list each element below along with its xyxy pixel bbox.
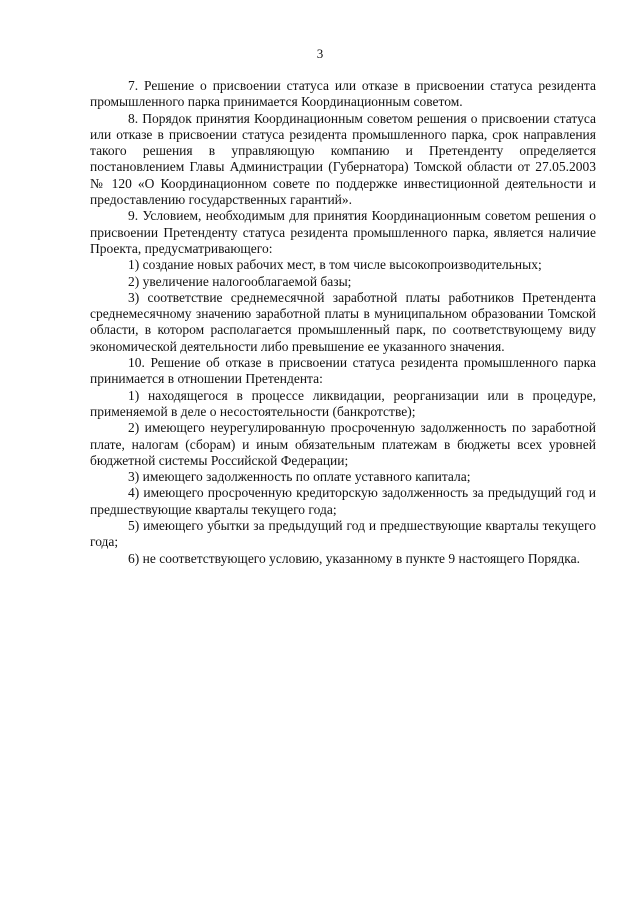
paragraph-7: 7. Решение о присвоении статуса или отказе в присвоении статуса резидента промышленного парка принимается Координационным советом. [90,78,596,110]
page-number: 3 [316,46,324,61]
paragraph-10-item-1: 1) находящегося в процессе ликвидации, реорганизации или в процедуре, применяемой в деле о несостоятельности (банкротстве); [90,387,596,419]
paragraph-9: 9. Условием, необходимым для принятия Координационным советом решения о присвоении Претенденту статуса резидента промышленного парка, является наличие Проекта, предусматривающего: [90,208,596,256]
paragraph-10-item-3: 3) имеющего задолженность по оплате уставного капитала; [128,469,471,485]
paragraph-10-item-5: 5) имеющего убытки за предыдущий год и предшествующие кварталы текущего года; [90,518,596,550]
paragraph-10-item-6: 6) не соответствующего условию, указанному в пункте 9 настоящего Порядка. [128,550,580,566]
paragraph-9-item-3: 3) соответствие среднемесячной заработной платы работников Претендента среднемесячному значению заработной платы в муниципальном образовании Томской области, в котором располагается промышленный парк, по соответствующему виду экономической деятельности либо превышение ее указанного значения. [90,289,596,354]
paragraph-10-item-4: 4) имеющего просроченную кредиторскую задолженность за предыдущий год и предшествующие кварталы текущего года; [90,485,596,517]
paragraph-10-item-2: 2) имеющего неурегулированную просроченную задолженность по заработной плате, налогам (сборам) и иным обязательным платежам в бюджеты всех уровней бюджетной системы Российской Федерации; [90,420,596,468]
document-body [90,78,596,567]
paragraph-9-item-2: 2) увеличение налогооблагаемой базы; [128,273,352,289]
paragraph-9-item-1: 1) создание новых рабочих мест, в том числе высокопроизводительных; [128,257,542,273]
paragraph-8: 8. Порядок принятия Координационным советом решения о присвоении статуса или отказе в присвоении статуса резидента промышленного парка, срок направления такого решения в управляющую компанию и Претенденту определяется постановлением Главы Администрации (Губернатора) Томской области от 27.05.2003 № 120 «О Координационном совете по поддержке инвестиционной деятельности и предоставлению государственных гарантий». [90,110,596,208]
paragraph-10: 10. Решение об отказе в присвоении статуса резидента промышленного парка принимается в отношении Претендента: [90,355,596,387]
